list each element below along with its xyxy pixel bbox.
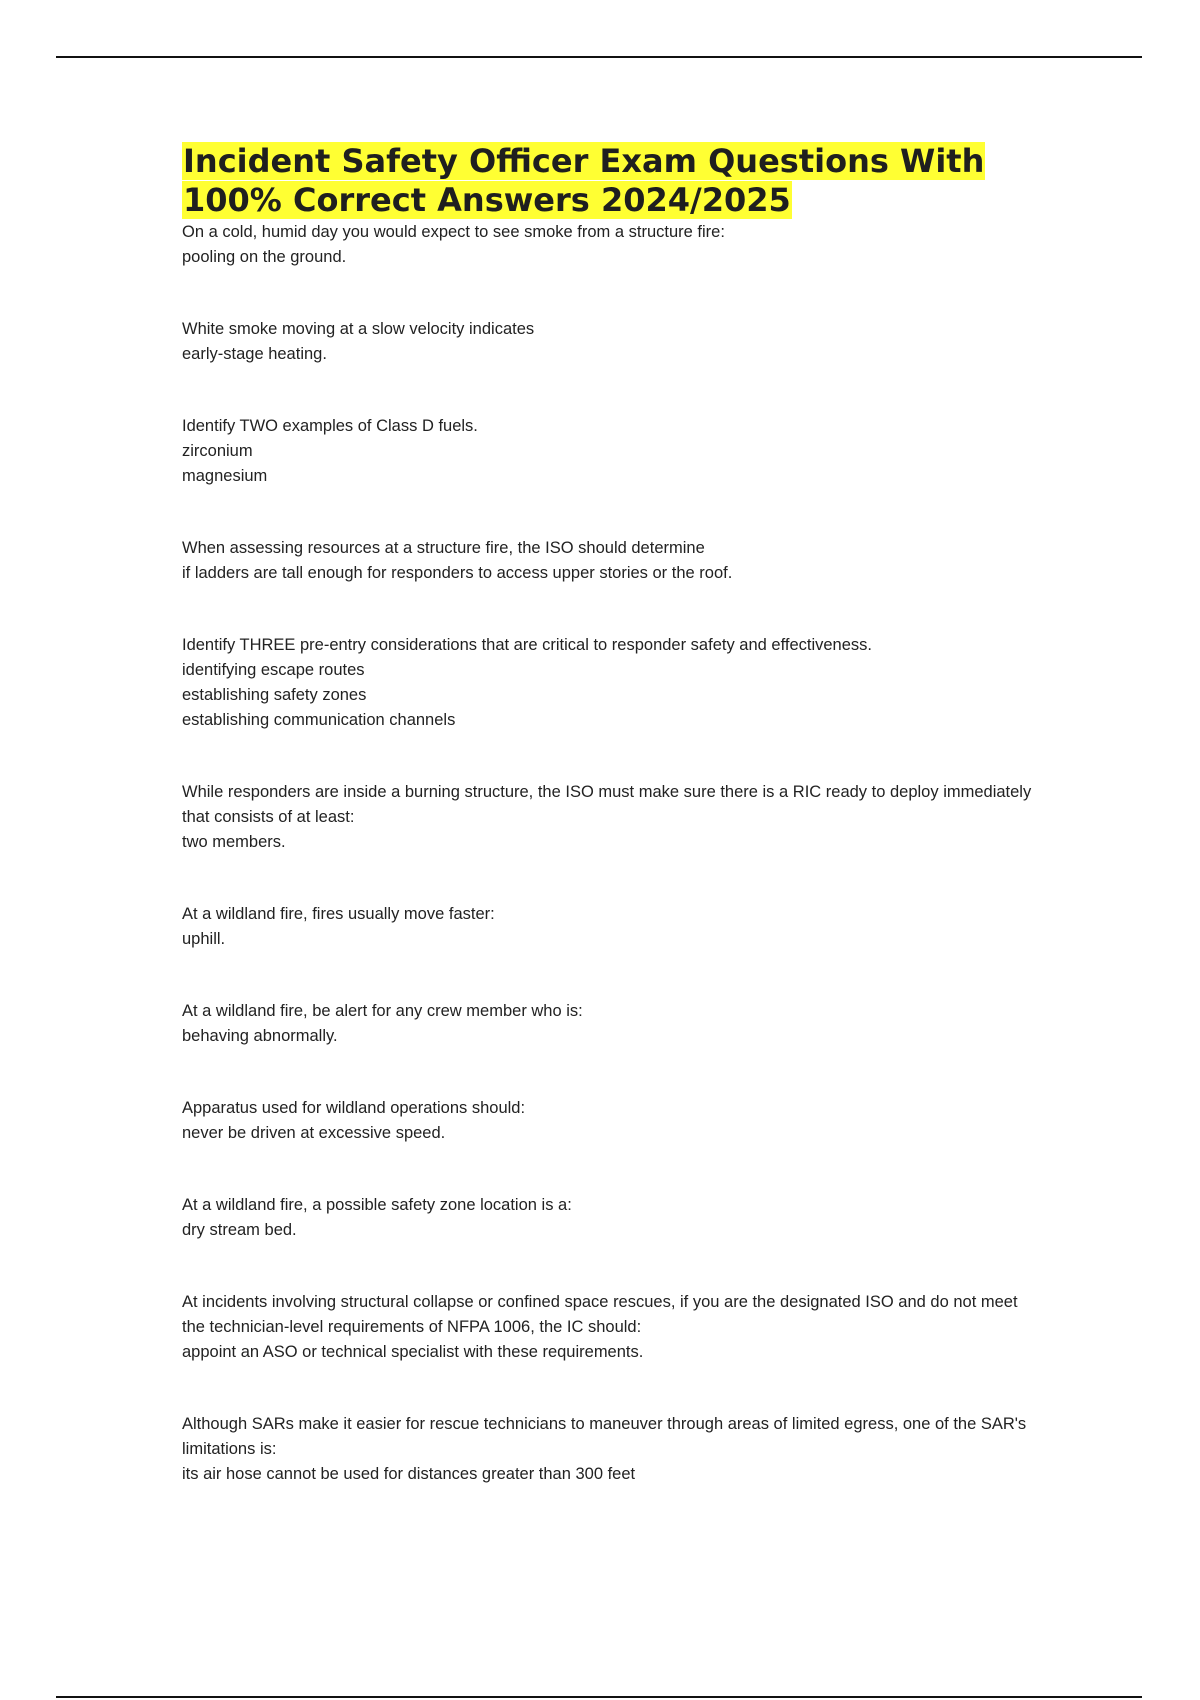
document-body — [182, 142, 1082, 1487]
question-text: White smoke moving at a slow velocity indicates — [182, 320, 535, 338]
question-text: Apparatus used for wildland operations should: — [182, 1099, 526, 1117]
qa-item — [182, 902, 1082, 952]
answer-text: zirconium — [182, 442, 253, 460]
answer-text: two members. — [182, 833, 286, 851]
answer-text: establishing safety zones — [182, 686, 367, 704]
answer-text: identifying escape routes — [182, 661, 365, 679]
question-text: While responders are inside a burning structure, the ISO must make sure there is a RIC ready to deploy immediately that consists of at least: — [182, 783, 1032, 826]
answer-text: establishing communication channels — [182, 711, 456, 729]
answer-text: if ladders are tall enough for responders to access upper stories or the roof. — [182, 564, 733, 582]
qa-item — [182, 1290, 1082, 1365]
answer-text: pooling on the ground. — [182, 248, 347, 266]
answer-text: uphill. — [182, 930, 226, 948]
question-text: Identify TWO examples of Class D fuels. — [182, 417, 478, 435]
question-text: Although SARs make it easier for rescue technicians to maneuver through areas of limited egress, one of the SAR's limitations is: — [182, 1415, 1027, 1458]
answer-text: its air hose cannot be used for distances greater than 300 feet — [182, 1465, 636, 1483]
answer-text: never be driven at excessive speed. — [182, 1124, 446, 1142]
qa-item — [182, 317, 1082, 367]
question-text: On a cold, humid day you would expect to see smoke from a structure fire: — [182, 223, 725, 241]
question-text: Identify THREE pre-entry considerations that are critical to responder safety and effectiveness. — [182, 636, 872, 654]
answer-text: behaving abnormally. — [182, 1027, 338, 1045]
document-title — [182, 142, 1042, 220]
question-text: At a wildland fire, fires usually move faster: — [182, 905, 495, 923]
top-rule — [56, 56, 1142, 58]
question-text: When assessing resources at a structure fire, the ISO should determine — [182, 539, 705, 557]
answer-text: dry stream bed. — [182, 1221, 297, 1239]
qa-item — [182, 414, 1082, 489]
qa-list — [182, 220, 1082, 1487]
question-text: At a wildland fire, a possible safety zone location is a: — [182, 1196, 572, 1214]
answer-text: early-stage heating. — [182, 345, 327, 363]
qa-item — [182, 536, 1082, 586]
answer-text: magnesium — [182, 467, 268, 485]
qa-item — [182, 999, 1082, 1049]
question-text: At a wildland fire, be alert for any crew member who is: — [182, 1002, 583, 1020]
qa-item — [182, 1193, 1082, 1243]
qa-item — [182, 633, 1082, 733]
question-text: At incidents involving structural collapse or confined space rescues, if you are the designated ISO and do not meet the technician-level requirements of NFPA 1006, the IC should: — [182, 1293, 1018, 1336]
qa-item — [182, 1096, 1082, 1146]
qa-item — [182, 1412, 1082, 1487]
answer-text: appoint an ASO or technical specialist with these requirements. — [182, 1343, 644, 1361]
title-highlight: Incident Safety Officer Exam Questions With 100% Correct Answers 2024/2025 — [183, 142, 985, 219]
bottom-rule — [56, 1696, 1142, 1698]
qa-item — [182, 780, 1082, 855]
qa-item — [182, 220, 1082, 270]
